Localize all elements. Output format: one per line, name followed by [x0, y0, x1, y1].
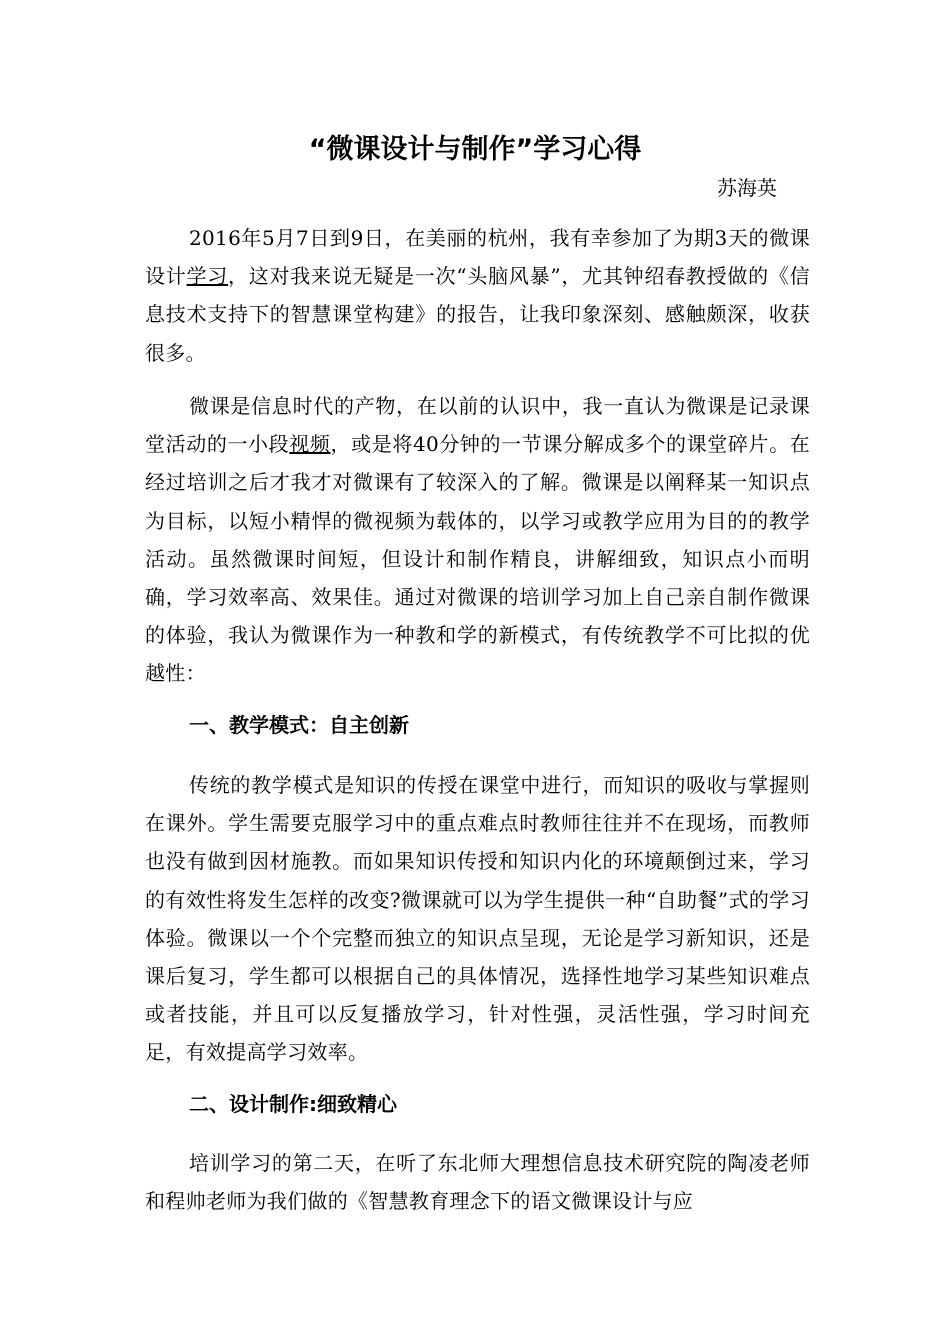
section-heading-teaching-mode: 一、教学模式：自主创新	[189, 713, 409, 737]
paragraph-teaching-mode: 传统的教学模式是知识的传授在课堂中进行，而知识的吸收与掌握则在课外。学生需要克服学习中的重点难点时教师往往并不在现场，而教师也没有做到因材施教。而如果知识传授和知识内化的环境颠倒过来，学习的有效性将发生怎样的改变?微课就可以为学生提供一种“自助餐”式的学习体验。微课以一个个完整而独立的知识点呈现，无论是学习新知识，还是课后复习，学生都可以根据自己的具体情况，选择性地学习某些知识难点或者技能，并且可以反复播放学习，针对性强，灵活性强，学习时间充足，有效提高学习效率。	[145, 773, 810, 1065]
paragraph-text: ，或是将40分钟的一节课分解成多个的课堂碎片。在经过培训之后才我才对微课有了较深入的了解。微课是以阐释某一知识点为目标，以短小精悍的微视频为载体的，以学习或教学应用为目的的教学活动。虽然微课时间短，但设计和制作精良，讲解细致，知识点小而明确，学习效率高、效果佳。通过对微课的培训学习加上自己亲自制作微课的体验，我认为微课作为一种教和学的新模式，有传统教学不可比拟的优越性：	[145, 432, 810, 686]
video-link[interactable]: 视频	[289, 432, 331, 457]
author-name: 苏海英	[717, 176, 777, 200]
paragraph-microcourse-definition	[145, 387, 810, 693]
section-heading-design: 二、设计制作:细致精心	[189, 1092, 397, 1116]
paragraph-design: 培训学习的第二天，在听了东北师大理想信息技术研究院的陶凌老师和程帅老师为我们做的《智慧教育理念下的语文微课设计与应	[145, 1151, 810, 1214]
paragraph-text: 微课是信息时代的产物，在以前的认识中，我一直认为微课是记录课堂活动的一小段	[145, 394, 810, 457]
paragraph-intro	[145, 219, 810, 372]
document-title: “微课设计与制作”学习心得	[308, 134, 642, 165]
paragraph-text: ，这对我来说无疑是一次“头脑风暴”，尤其钟绍春教授做的《信息技术支持下的智慧课堂构建》的报告，让我印象深刻、感触颇深，收获很多。	[145, 264, 810, 365]
study-link[interactable]: 学习	[186, 264, 229, 289]
paragraph-text: 2016年5月7日到9日，在美丽的杭州，我有幸参加了为期3天的微课设计	[145, 226, 810, 289]
